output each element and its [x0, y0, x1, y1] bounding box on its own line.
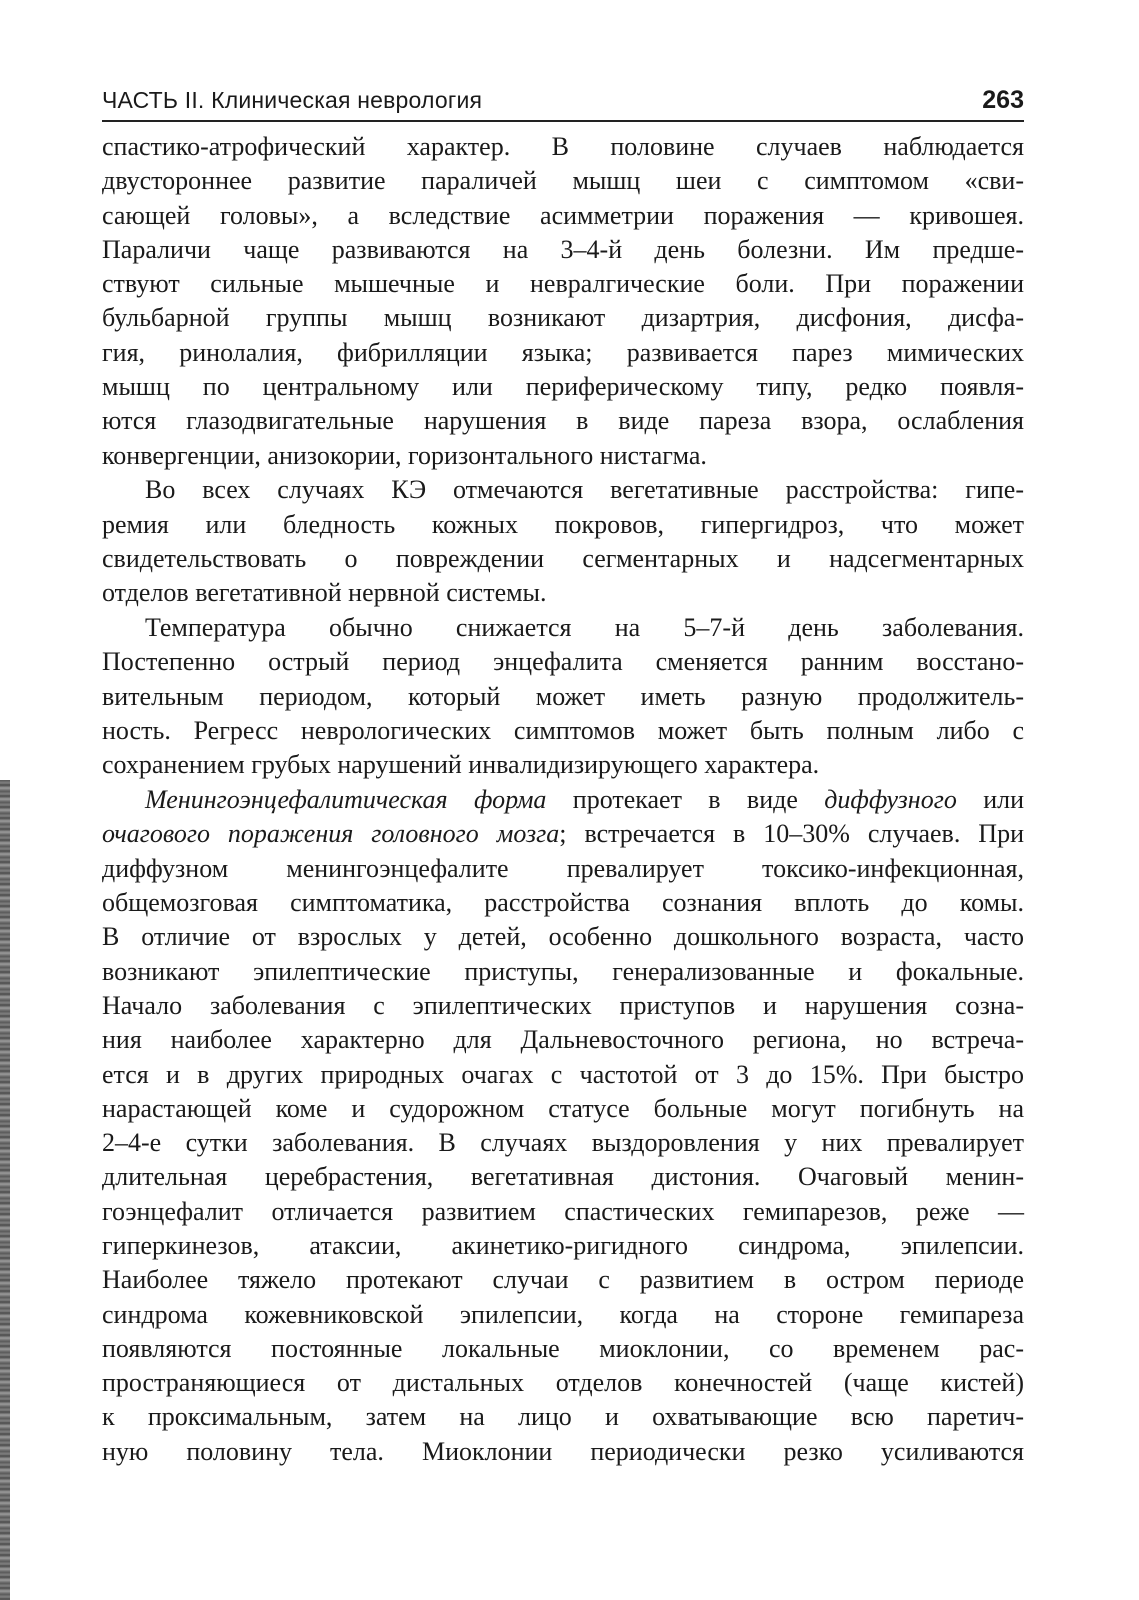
- body-text: [102, 130, 1024, 1469]
- text-line: к проксимальным, затем на лицо и охватывающие всю паретич-: [102, 1402, 1024, 1432]
- text-line: длительная церебрастения, вегетативная дистония. Очаговый менин-: [102, 1162, 1024, 1192]
- text-line: появляются постоянные локальные миоклонии, со временем рас-: [102, 1333, 1024, 1363]
- italic-term: Менингоэнцефалитическая форма: [145, 785, 547, 815]
- running-head: [102, 86, 1024, 122]
- italic-term: диффузного: [824, 785, 957, 815]
- text-line: Параличи чаще развиваются на 3–4-й день болезни. Им предше-: [102, 234, 1024, 264]
- text-line: ремия или бледность кожных покровов, гипергидроз, что может: [102, 509, 1024, 539]
- text-line: конвергенции, анизокории, горизонтального нистагма.: [102, 440, 707, 470]
- text-line: мышц по центральному или периферическому типу, редко появля-: [102, 372, 1024, 402]
- italic-term: очагового поражения головного мозга: [102, 819, 560, 849]
- scan-edge-artifact: [0, 780, 10, 1600]
- text-line: гиперкинезов, атаксии, акинетико-ригидного синдрома, эпилепсии.: [102, 1231, 1024, 1260]
- text-run: ; встречается в 10–30% случаев. При: [559, 819, 1024, 849]
- paragraph-4: [102, 783, 1024, 1469]
- text-line: гоэнцефалит отличается развитием спастических гемипарезов, реже —: [102, 1196, 1024, 1226]
- paragraph-2: [102, 473, 1024, 610]
- text-line: синдрома кожевниковской эпилепсии, когда на стороне гемипареза: [102, 1299, 1024, 1329]
- text-line: отделов вегетативной нервной системы.: [102, 578, 547, 608]
- text-line: ются глазодвигательные нарушения в виде пареза взора, ослабления: [102, 406, 1024, 436]
- chapter-title: ЧАСТЬ II. Клиническая неврология: [102, 87, 483, 113]
- book-page: [102, 86, 1024, 1470]
- text-line: нарастающей коме и судорожном статусе больные могут погибнуть на: [102, 1093, 1024, 1123]
- paragraph-1: [102, 130, 1024, 473]
- paragraph-3: [102, 611, 1024, 782]
- text-line: Постепенно острый период энцефалита сменяется ранним восстано-: [102, 647, 1024, 677]
- text-line: 2–4-е сутки заболевания. В случаях выздоровления у них превалирует: [102, 1128, 1024, 1158]
- text-line: ния наиболее характерно для Дальневосточного региона, но встреча-: [102, 1025, 1024, 1055]
- text-line: общемозговая симптоматика, расстройства сознания вплоть до комы.: [102, 888, 1024, 918]
- text-line: Температура обычно снижается на 5–7-й день заболевания.: [145, 613, 1024, 643]
- text-line: ную половину тела. Миоклонии периодически резко усиливаются: [102, 1436, 1024, 1466]
- text-line: возникают эпилептические приступы, генерализованные и фокальные.: [102, 956, 1024, 986]
- text-line: сохранением грубых нарушений инвалидизирующего характера.: [102, 750, 820, 780]
- text-line: диффузном менингоэнцефалите превалирует токсико-инфекционная,: [102, 853, 1024, 883]
- text-line: спастико-атрофический характер. В половине случаев наблюдается: [102, 132, 1024, 161]
- text-run: протекает в виде: [546, 785, 825, 815]
- text-line: бульбарной группы мышц возникают дизартрия, дисфония, дисфа-: [102, 303, 1024, 333]
- text-line: свидетельствовать о повреждении сегментарных и надсегментарных: [102, 544, 1024, 574]
- text-line: ется и в других природных очагах с частотой от 3 до 15%. При быстро: [102, 1059, 1024, 1089]
- text-line: гия, ринолалия, фибрилляции языка; развивается парез мимических: [102, 337, 1024, 367]
- text-line: В отличие от взрослых у детей, особенно дошкольного возраста, часто: [102, 922, 1024, 952]
- text-line: [102, 817, 1024, 851]
- text-line: ность. Регресс неврологических симптомов может быть полным либо с: [102, 716, 1024, 746]
- text-line: двустороннее развитие параличей мышц шеи с симптомом «сви-: [102, 166, 1024, 196]
- text-line: вительным периодом, который может иметь разную продолжитель-: [102, 681, 1024, 711]
- text-line: Во всех случаях КЭ отмечаются вегетативные расстройства: гипе-: [145, 475, 1024, 505]
- text-run: или: [956, 785, 1025, 815]
- text-line: пространяющиеся от дистальных отделов конечностей (чаще кистей): [102, 1368, 1024, 1398]
- text-line: сающей головы», а вследствие асимметрии поражения — кривошея.: [102, 200, 1024, 230]
- text-line: ствуют сильные мышечные и невралгические боли. При поражении: [102, 269, 1024, 299]
- page-number: 263: [982, 86, 1024, 114]
- text-line: Наиболее тяжело протекают случаи с развитием в остром периоде: [102, 1265, 1024, 1295]
- text-line: [102, 783, 1024, 817]
- text-line: Начало заболевания с эпилептических приступов и нарушения созна-: [102, 990, 1024, 1020]
